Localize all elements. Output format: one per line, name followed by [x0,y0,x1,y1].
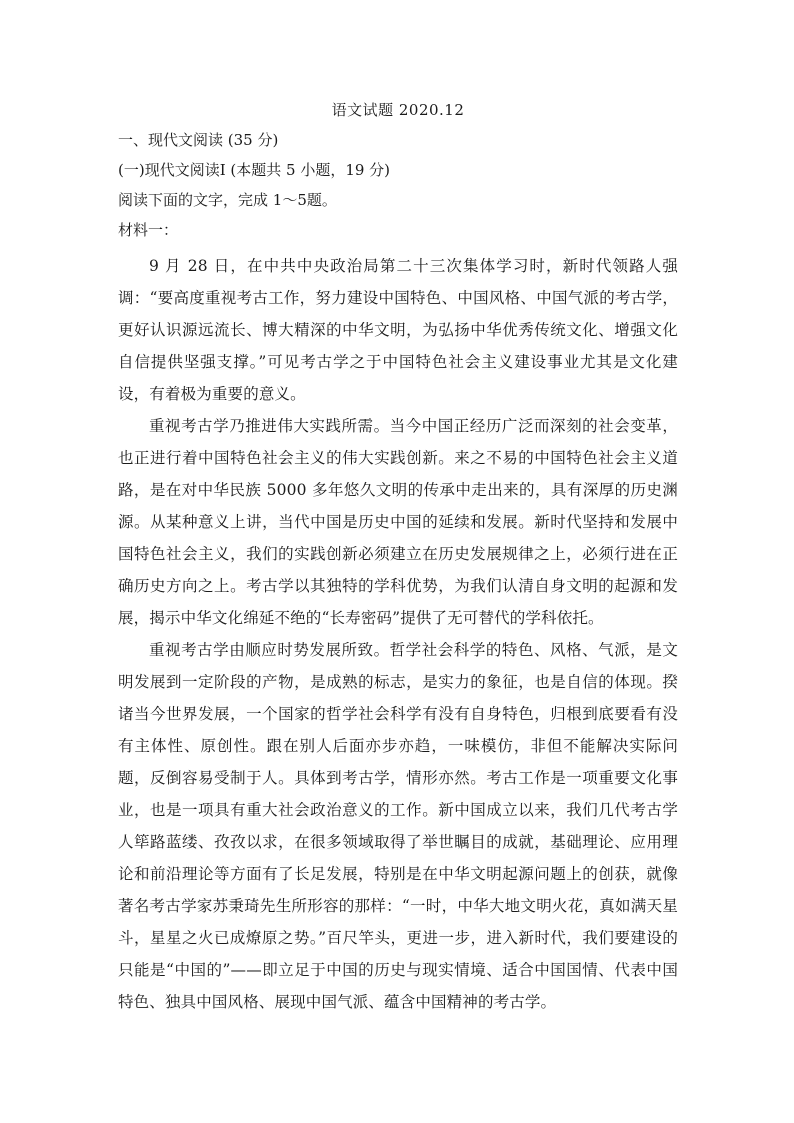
paragraph-1: 9 月 28 日，在中共中央政治局第二十三次集体学习时，新时代领路人强调：“要高度重视考古工作，努力建设中国特色、中国风格、中国气派的考古学，更好认识源远流长、博大精深的中华文明，为弘扬中华优秀传统文化、增强文化自信提供坚强支撑。”可见考古学之于中国特色社会主义建设事业尤其是文化建设，有着极为重要的意义。 [118,257,678,403]
doc-title: 语文试题 2020.12 [331,101,465,119]
instruction-text: 阅读下面的文字，完成 1～5题。 [118,191,337,209]
subsection-heading: (一)现代文阅读Ⅰ (本题共 5 小题，19 分) [118,161,391,179]
document-page [118,100,678,1018]
material-label: 材料一： [118,221,179,239]
paragraph-3: 重视考古学由顺应时势发展所致。哲学社会科学的特色、风格、气派，是文明发展到一定阶段的产物，是成熟的标志，是实力的象征，也是自信的体现。揆诸当今世界发展，一个国家的哲学社会科学有没有自身特色，归根到底要看有没有主体性、原创性。跟在别人后面亦步亦趋，一味模仿，非但不能解决实际问题，反倒容易受制于人。具体到考古学，情形亦然。考古工作是一项重要文化事业，也是一项具有重大社会政治意义的工作。新中国成立以来，我们几代考古学人筚路蓝缕、孜孜以求，在很多领域取得了举世瞩目的成就，基础理论、应用理论和前沿理论等方面有了长足发展，特别是在中华文明起源问题上的创获，就像著名考古学家苏秉琦先生所形容的那样：“一时，中华大地文明火花，真如满天星斗，星星之火已成燎原之势。”百尺竿头，更进一步，进入新时代，我们要建设的只能是“中国的”——即立足于中国的历史与现实情境、适合中国国情、代表中国特色、独具中国风格、展现中国气派、蕴含中国精神的考古学。 [118,641,678,1011]
section-heading: 一、现代文阅读 (35 分) [118,131,279,149]
paragraph-2: 重视考古学乃推进伟大实践所需。当今中国正经历广泛而深刻的社会变革，也正进行着中国特色社会主义的伟大实践创新。来之不易的中国特色社会主义道路，是在对中华民族 5000 多年悠久文明的传承中走出来的，具有深厚的历史渊源。从某种意义上讲，当代中国是历史中国的延续和发展。新时代坚持和发展中国特色社会主义，我们的实践创新必须建立在历史发展规律之上，必须行进在正确历史方向之上。考古学以其独特的学科优势，为我们认清自身文明的起源和发展，揭示中华文化绵延不绝的“长寿密码”提供了无可替代的学科依托。 [118,417,678,627]
